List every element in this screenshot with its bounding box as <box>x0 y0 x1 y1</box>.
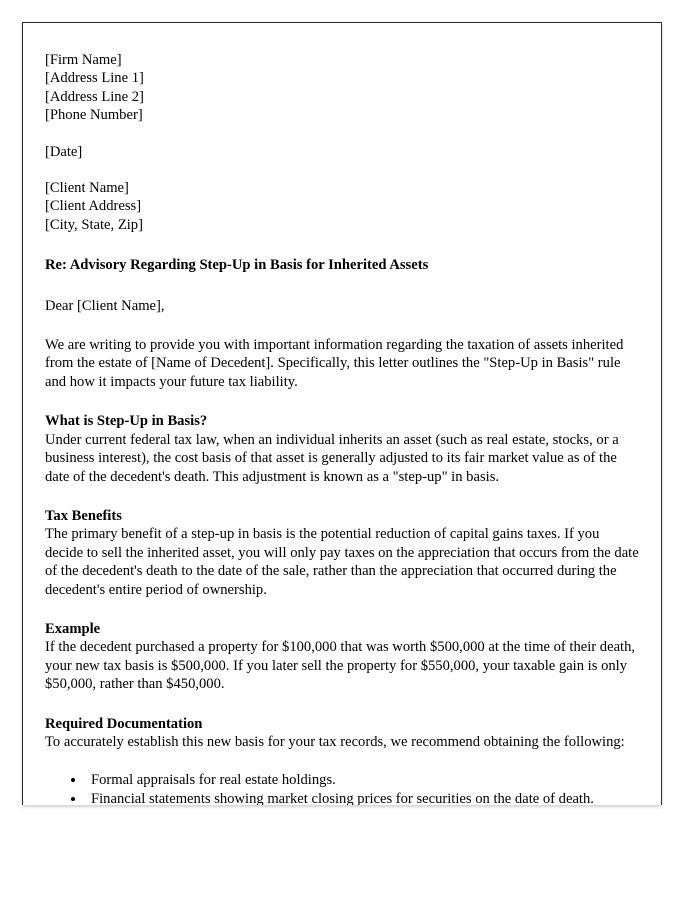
section-heading-what-is-step-up-in-basis: What is Step-Up in Basis? <box>45 413 208 430</box>
recipient-city-state-zip: [City, State, Zip] <box>45 216 143 233</box>
section-body-tax-benefits: The primary benefit of a step-up in basis is the potential reduction of capital gains taxes. If you decide to sell the inherited asset, you will only pay taxes on the appreciation that occurs from the date of the decedent's death to the date of the sale, rather than the appreciation that occurred during the decedent's entire period of ownership. <box>45 526 639 598</box>
section-heading-example: Example <box>45 620 101 637</box>
subject-line: Re: Advisory Regarding Step-Up in Basis for Inherited Assets <box>45 257 429 274</box>
section-heading-required-documentation: Required Documentation <box>45 715 203 732</box>
section-body-example: If the decedent purchased a property for $100,000 that was worth $500,000 at the time of their death, your new tax basis is $500,000. If you later sell the property for $550,000, your taxable gain is only $50,000, rather than $450,000. <box>45 639 636 693</box>
letterhead-block <box>45 51 639 125</box>
recipient-client-name: [Client Name] <box>45 180 129 197</box>
section-body-what-is-step-up-in-basis: Under current federal tax law, when an individual inherits an asset (such as real estate, stocks, or a business interest), the cost basis of that asset is generally adjusted to its fair market value as of the date of the decedent's death. This adjustment is known as a "step-up" in basis. <box>45 431 619 485</box>
spacer-after-letterhead <box>45 125 639 143</box>
section-body-required-documentation: To accurately establish this new basis for your tax records, we recommend obtaining the following: <box>45 733 625 750</box>
letter-content <box>45 51 639 805</box>
documentation-list <box>45 771 639 805</box>
letter-date: [Date] <box>45 143 83 160</box>
spacer-after-date <box>45 161 639 179</box>
section-heading-tax-benefits: Tax Benefits <box>45 507 122 524</box>
list-item: • Formal appraisals for real estate holdings. <box>86 771 639 789</box>
letterhead-phone-number: [Phone Number] <box>45 107 143 124</box>
letterhead-address-line-1: [Address Line 1] <box>45 70 144 87</box>
recipient-block <box>45 179 639 234</box>
intro-paragraph: We are writing to provide you with important information regarding the taxation of assets inherited from the estate of [Name of Decedent]. Specifically, this letter outlines the "Step-Up in Basis" rule and how it impacts your future tax liability. <box>45 337 624 390</box>
salutation: Dear [Client Name], <box>45 297 165 314</box>
recipient-client-address: [Client Address] <box>45 198 142 215</box>
letterhead-address-line-2: [Address Line 2] <box>45 88 144 105</box>
letter-page <box>22 22 662 805</box>
list-item: • Financial statements showing market closing prices for securities on the date of death. <box>86 790 639 805</box>
letterhead-firm-name: [Firm Name] <box>45 52 122 68</box>
